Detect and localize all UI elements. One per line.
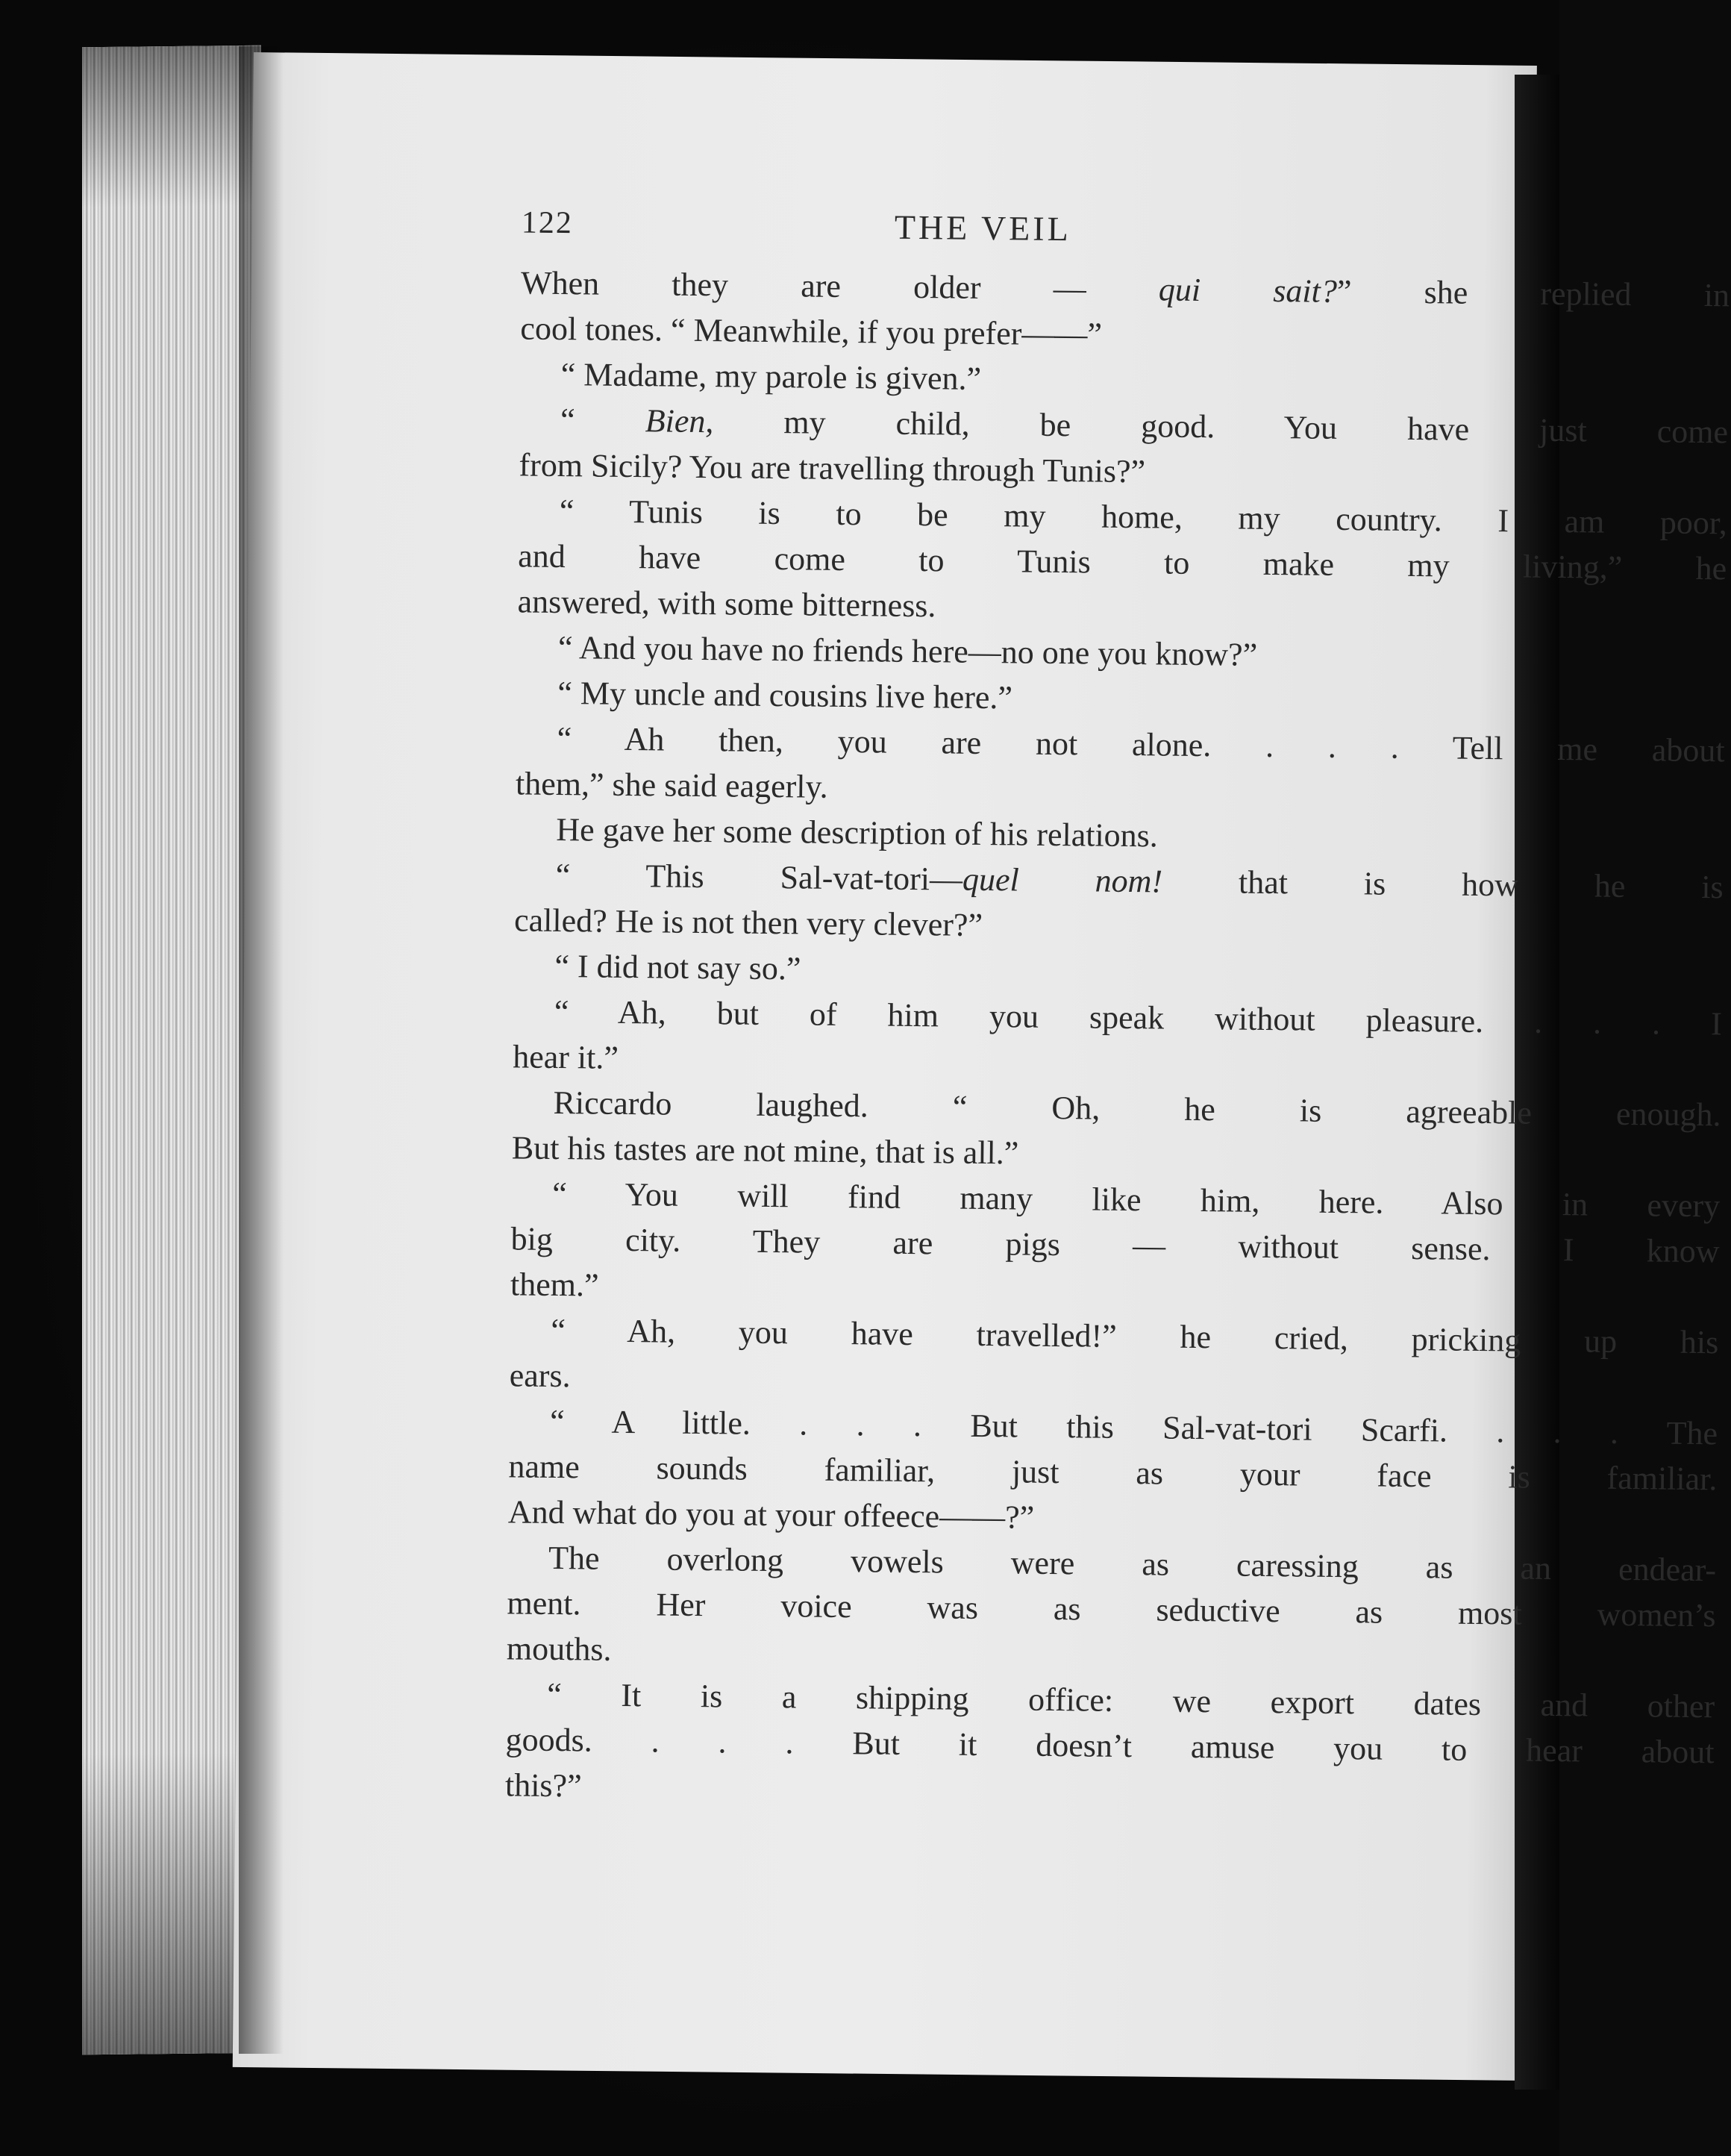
text-run: “ Ah then, you are not alone. . . . Tell me about bbox=[557, 719, 1725, 769]
text-run: And what do you at your offeece——?” bbox=[507, 1493, 1035, 1536]
text-run: big city. They are pigs — without sense. I know bbox=[510, 1220, 1720, 1270]
text-run: my child, be good. You have just come bbox=[713, 403, 1729, 451]
page-text-block bbox=[275, 146, 1730, 1805]
text-run: ” she replied in bbox=[1336, 272, 1730, 314]
body-text bbox=[505, 260, 1730, 1820]
running-title: THE VEIL bbox=[894, 207, 1071, 249]
text-run: cool tones. “ Meanwhile, if you prefer——” bbox=[520, 310, 1103, 353]
text-run: ears. bbox=[509, 1357, 571, 1395]
text-run: from Sicily? You are travelling through Tunis?” bbox=[519, 446, 1146, 490]
text-run: “ Ah, but of him you speak without pleasure. . . . I bbox=[554, 993, 1723, 1043]
text-run: He gave her some description of his relations. bbox=[556, 810, 1159, 854]
text-run: answered, with some bitterness. bbox=[517, 583, 936, 625]
text-run: mouths. bbox=[506, 1630, 612, 1668]
text-run: “ And you have no friends here—no one you know?” bbox=[557, 628, 1258, 673]
spine-shadow bbox=[239, 46, 284, 2054]
text-run: “ Tunis is to be my home, my country. I am poor, bbox=[559, 493, 1728, 542]
text-run: “ Ah, you have travelled!” he cried, pricking up his bbox=[551, 1311, 1719, 1361]
italic-phrase: Bien, bbox=[645, 402, 714, 440]
text-run: called? He is not then very clever?” bbox=[513, 902, 983, 943]
text-run: Riccardo laughed. “ Oh, he is agreeable enough. bbox=[553, 1084, 1721, 1134]
italic-phrase: qui sait? bbox=[1158, 271, 1338, 310]
text-run: “ You will find many like him, here. Also in every bbox=[552, 1175, 1721, 1225]
text-run: “ I did not say so.” bbox=[554, 947, 801, 987]
text-run: “ bbox=[560, 401, 646, 440]
text-run: “ My uncle and cousins live here.” bbox=[557, 674, 1013, 716]
text-run: ment. Her voice was as seductive as most women’s bbox=[507, 1584, 1716, 1634]
text-run: “ A little. . . . But this Sal-vat-tori Scarfi. . . . The bbox=[549, 1402, 1718, 1452]
text-run: The overlong vowels were as caressing as an endear- bbox=[548, 1539, 1717, 1589]
text-run: But his tastes are not mine, that is all.” bbox=[511, 1129, 1019, 1172]
italic-phrase: quel nom! bbox=[962, 860, 1163, 900]
text-run: goods. . . . But it doesn’t amuse you to hear about bbox=[505, 1721, 1715, 1771]
text-run: them,” she said eagerly. bbox=[515, 765, 828, 805]
text-run: and have come to Tunis to make my living,” he bbox=[518, 537, 1727, 587]
text-run: “ Madame, my parole is given.” bbox=[560, 356, 982, 397]
text-run: them.” bbox=[510, 1266, 599, 1304]
page-number: 122 bbox=[521, 205, 574, 241]
text-run: “ It is a shipping office: we export dates and other bbox=[547, 1675, 1715, 1725]
text-run: hear it.” bbox=[512, 1038, 619, 1076]
text-run: “ This Sal-vat-tori— bbox=[555, 856, 963, 898]
page-stack-edges bbox=[82, 46, 261, 2055]
text-run: name sounds familiar, just as your face is familiar. bbox=[508, 1448, 1718, 1498]
running-head bbox=[275, 146, 1462, 248]
text-run: that is how he is bbox=[1162, 863, 1724, 906]
text-run: When they are older — bbox=[520, 264, 1159, 308]
text-run: this?” bbox=[504, 1766, 582, 1805]
